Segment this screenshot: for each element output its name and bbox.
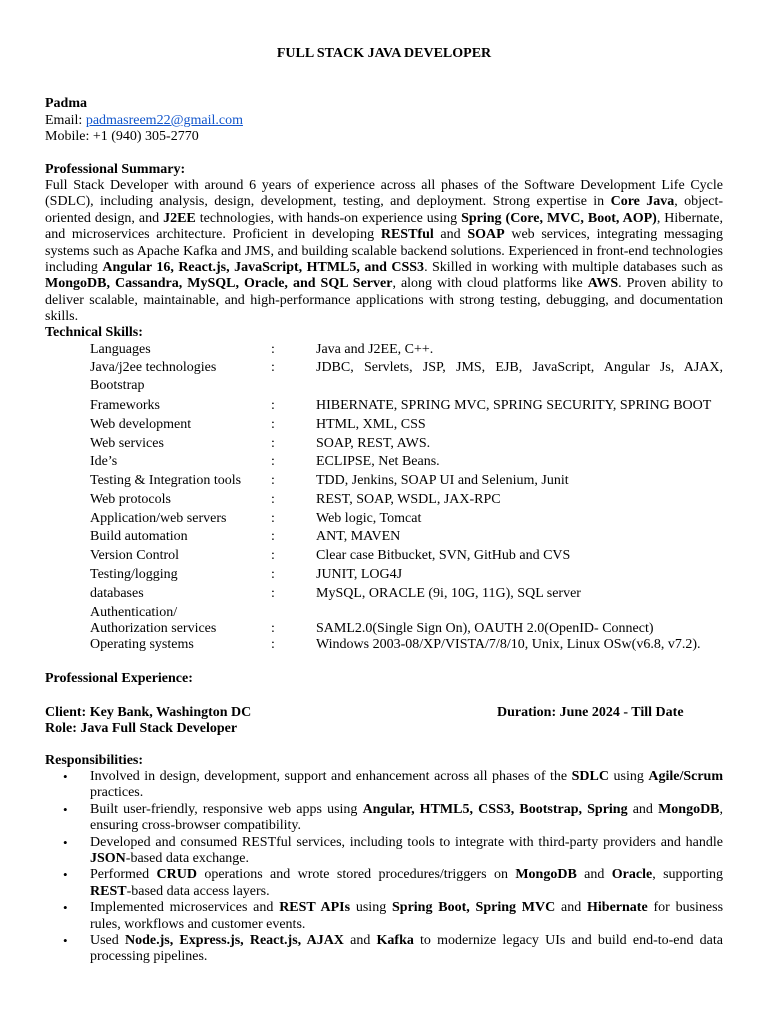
emphasis-text: Angular 16, React.js, JavaScript, HTML5, and CSS3 [102,260,425,276]
skill-colon: : [271,529,275,544]
skill-label: Ide’s [90,454,118,469]
skill-value: MySQL, ORACLE (9i, 10G, 11G), SQL server [316,586,581,601]
skill-colon: : [271,342,275,357]
responsibility-item [45,835,723,868]
emphasis-text: Agile/Scrum [648,769,723,784]
skill-label: databases [90,586,144,601]
skill-label: Authentication/ [90,605,178,620]
emphasis-text: AWS [587,276,619,292]
body-text: . Skilled in working with multiple databases such as [424,260,723,276]
email-label: Email: [45,113,86,128]
emphasis-text: Oracle [611,867,653,883]
body-text: to modernize legacy UIs and build end-to-end data processing pipelines. [90,933,724,965]
email-link[interactable]: padmasreem22@gmail.com [85,113,243,128]
bullet-icon: • [63,801,68,817]
skill-label: Application/web servers [90,511,227,526]
bullet-icon: • [63,769,68,784]
body-text: Full Stack Developer with around 6 years of experience across all phases of the Software Development Life Cycle (SDLC), including analysis, design, development, testing, and deployment. Strong expertise in [45,178,723,210]
body-text: and [433,227,468,243]
responsibility-item [45,802,723,835]
bullet-icon: • [63,867,68,883]
summary-text [45,178,723,326]
skill-colon: : [271,548,275,563]
skill-value: JDBC, Servlets, JSP, JMS, EJB, JavaScript, Angular Js, AJAX, [316,360,723,375]
skill-label-continuation: Bootstrap [90,378,145,393]
body-text: -based data access layers. [126,883,270,899]
body-text: Used [90,933,125,949]
skill-label: Frameworks [90,398,160,413]
body-text: , along with cloud platforms like [392,276,588,292]
body-text: web services, integrating messaging systems such as Apache Kafka and JMS, and building scalable backend solutions. Experienced in front-end technologies including [45,227,724,276]
body-text: and [343,933,377,949]
emphasis-text: Spring (Core, MVC, Boot, AOP) [461,210,657,226]
body-text: -based data exchange. [125,851,250,867]
bullet-icon: • [63,900,68,916]
skill-label: Version Control [90,548,180,563]
skill-value: Java and J2EE, C++. [316,342,434,357]
skill-value: HIBERNATE, SPRING MVC, SPRING SECURITY, SPRING BOOT [316,398,712,413]
skill-colon: : [271,436,275,451]
emphasis-text: Hibernate [587,900,648,916]
skill-value: ANT, MAVEN [316,529,401,544]
skill-label: Build automation [90,529,188,544]
emphasis-text: MongoDB [515,867,577,883]
emphasis-text: SOAP [467,227,505,243]
body-text: Performed [90,867,157,883]
summary-paragraph [45,178,723,326]
emphasis-text: MongoDB, Cassandra, MySQL, Oracle, and SQL Server [45,276,393,292]
body-text: , object-oriented design, and [45,194,724,226]
emphasis-text: Node.js, Express.js, React.js, AJAX [124,933,344,949]
body-text: Implemented microservices and [90,900,280,916]
emphasis-text: Core Java [610,194,675,210]
emphasis-text: Kafka [376,933,414,949]
skill-label: Testing & Integration tools [90,473,242,488]
skill-value: SOAP, REST, AWS. [316,436,431,451]
skill-label: Testing/logging [90,567,178,582]
skill-label: Web protocols [90,492,171,507]
skill-colon: : [271,417,275,432]
body-text: . Proven ability to deliver scalable, maintainable, and high-performance applications with strong testing, debugging, and documentation skills. [45,276,723,325]
emphasis-text: Angular, HTML5, CSS3, Bootstrap, Spring [362,801,628,817]
emphasis-text: SDLC [571,769,609,784]
mobile-line: Mobile: +1 (940) 305-2770 [45,129,199,144]
skill-label: Authorization services [90,621,217,636]
responsibility-item [45,900,723,933]
skill-colon: : [271,586,275,601]
candidate-name: Padma [45,96,87,111]
skill-label: Operating systems [90,637,194,652]
skills-heading: Technical Skills: [45,325,143,340]
body-text: and [627,801,659,817]
skill-value: HTML, XML, CSS [316,417,426,432]
skill-label: Java/j2ee technologies [90,360,217,375]
skill-value: SAML2.0(Single Sign On), OAUTH 2.0(OpenID- Connect) [316,621,654,636]
skill-colon: : [271,360,275,375]
body-text: using [350,900,392,916]
body-text: for business rules, workflows and customer events. [90,900,724,932]
skill-colon: : [271,637,275,652]
body-text: Involved in design, development, support and enhancement across all phases of the [90,769,572,784]
bullet-icon: • [63,933,68,949]
skill-colon: : [271,492,275,507]
responsibility-item [45,867,723,900]
skill-value: REST, SOAP, WSDL, JAX-RPC [316,492,501,507]
responsibilities-heading: Responsibilities: [45,753,144,768]
body-text: operations and wrote stored procedures/triggers on [196,867,516,883]
duration-line: Duration: June 2024 - Till Date [497,705,684,720]
body-text: using [609,769,649,784]
body-text: Developed and consumed RESTful services, including tools to integrate with third-party providers and handle [90,834,723,850]
bullet-icon: • [63,834,68,850]
body-text: technologies, with hands-on experience using [195,210,462,226]
email-line [45,113,243,129]
responsibility-item [45,933,723,966]
body-text: and [555,900,588,916]
emphasis-text: J2EE [163,210,196,226]
skill-value: Clear case Bitbucket, SVN, GitHub and CVS [316,548,571,563]
skill-value: ECLIPSE, Net Beans. [316,454,440,469]
body-text: , Hibernate, and microservices architecture. Proficient in developing [45,210,723,243]
body-text: Built user-friendly, responsive web apps using [90,801,363,817]
body-text: practices. [90,785,144,801]
emphasis-text: CRUD [156,867,197,883]
skill-label: Languages [90,342,151,357]
skill-colon: : [271,454,275,469]
role-line: Role: Java Full Stack Developer [45,721,238,736]
emphasis-text: RESTful [380,227,434,243]
body-text: and [576,867,612,883]
emphasis-text: JSON [90,851,126,867]
skill-colon: : [271,473,275,488]
client-line: Client: Key Bank, Washington DC [45,705,252,720]
skill-value: JUNIT, LOG4J [316,567,403,582]
responsibilities-list [45,769,723,966]
body-text: , supporting [652,867,723,883]
skill-value: Web logic, Tomcat [316,511,422,526]
emphasis-text: Spring Boot, Spring MVC [392,900,556,916]
skill-colon: : [271,567,275,582]
skill-colon: : [271,511,275,526]
emphasis-text: REST APIs [279,900,351,916]
skill-value: TDD, Jenkins, SOAP UI and Selenium, Junit [316,473,569,488]
skill-colon: : [271,398,275,413]
emphasis-text: REST [90,883,127,899]
body-text: , ensuring cross-browser compatibility. [90,801,724,834]
document-title: FULL STACK JAVA DEVELOPER [276,46,492,61]
summary-heading: Professional Summary: [45,162,186,177]
skill-label: Web services [90,436,164,451]
experience-heading: Professional Experience: [45,671,193,686]
skill-label: Web development [90,417,192,432]
skill-colon: : [271,621,275,636]
emphasis-text: MongoDB [658,801,720,817]
skill-value: Windows 2003-08/XP/VISTA/7/8/10, Unix, Linux OSw(v6.8, v7.2). [316,637,701,652]
responsibility-item [45,769,723,802]
